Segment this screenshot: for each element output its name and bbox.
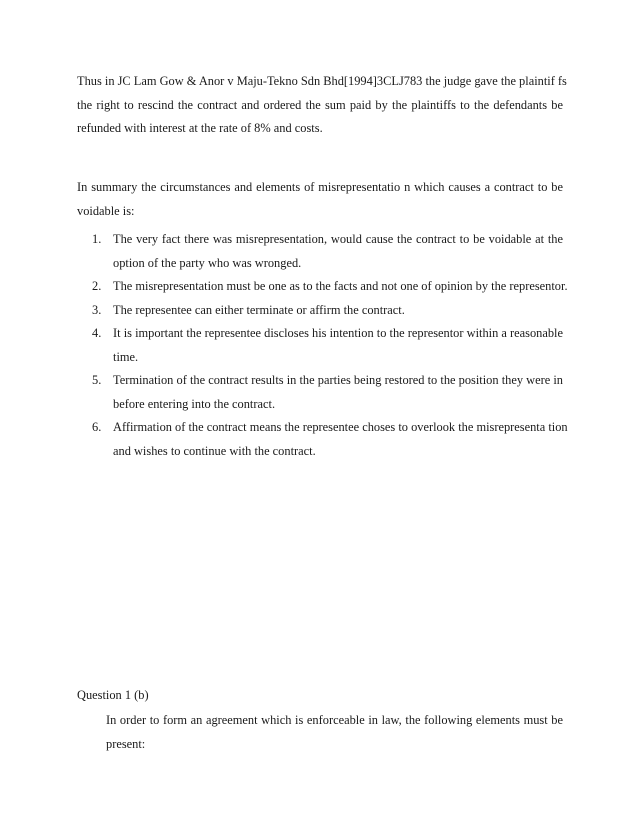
case-paragraph-line: the right to rescind the contract and ordered the sum paid by the plaintiffs to the defendants be [77, 97, 563, 112]
elements-list [77, 228, 568, 463]
list-item [77, 416, 568, 463]
list-item-line: The very fact there was misrepresentation, would cause the contract to be voidable at the [113, 232, 563, 246]
case-paragraph [77, 70, 567, 141]
list-item-line: Affirmation of the contract means the representee choses to overlook the misrepresenta tion [113, 420, 568, 434]
list-item-line: It is important the representee discloses his intention to the representor within a reasonable [113, 326, 563, 340]
question-paragraph [106, 709, 563, 756]
question-paragraph-line: present: [106, 736, 146, 751]
case-paragraph-line: refunded with interest at the rate of 8% and costs. [77, 121, 323, 135]
list-item-line: The representee can either terminate or affirm the contract. [113, 302, 405, 317]
summary-paragraph-line: In summary the circumstances and elements of misrepresentatio n which causes a contract to be [77, 180, 563, 194]
list-item-line: time. [113, 349, 139, 364]
list-item-line: and wishes to continue with the contract. [113, 443, 316, 458]
list-item-line: Termination of the contract results in the parties being restored to the position they were in [113, 373, 563, 387]
list-item-number: 3. [92, 302, 102, 317]
list-item [77, 228, 563, 275]
list-item [77, 275, 568, 299]
list-item-number: 6. [92, 420, 102, 434]
list-item-line: option of the party who was wronged. [113, 255, 302, 270]
case-paragraph-line: Thus in JC Lam Gow & Anor v Maju-Tekno Sdn Bhd[1994]3CLJ783 the judge gave the plaintif fs [77, 74, 567, 88]
list-item-line: before entering into the contract. [113, 396, 276, 411]
list-item [77, 322, 563, 369]
list-item-number: 5. [92, 373, 102, 387]
list-item-number: 1. [92, 232, 102, 246]
list-item-line: The misrepresentation must be one as to the facts and not one of opinion by the representor. [113, 279, 568, 293]
list-item-number: 4. [92, 326, 102, 340]
list-item-number: 2. [92, 279, 102, 293]
summary-paragraph-line: voidable is: [77, 203, 135, 218]
question-paragraph-line: In order to form an agreement which is enforceable in law, the following elements must be [106, 713, 563, 727]
list-item [77, 369, 563, 416]
question-heading: Question 1 (b) [77, 688, 149, 702]
summary-paragraph [77, 176, 563, 223]
list-item [77, 299, 563, 323]
